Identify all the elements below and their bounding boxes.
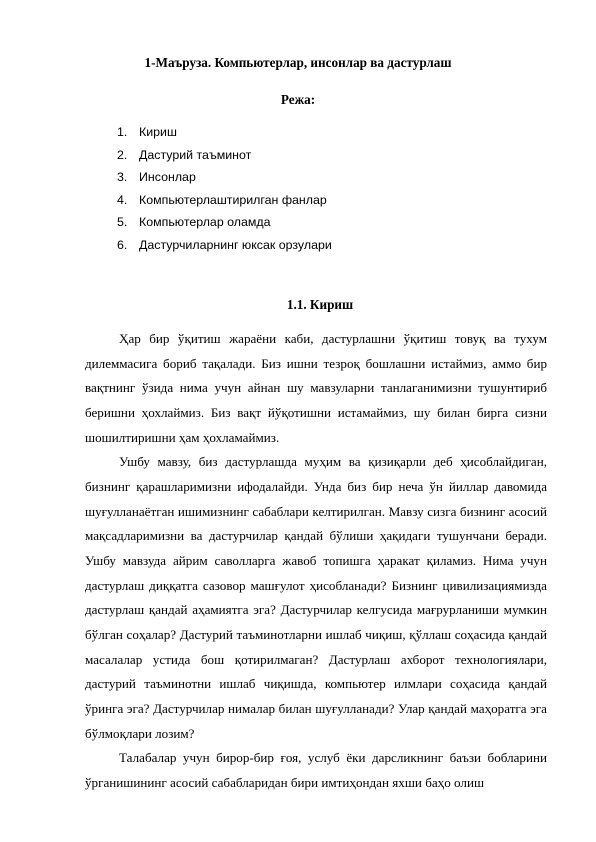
plan-item-label: Кириш bbox=[139, 125, 177, 139]
plan-item-number: 1. bbox=[117, 125, 128, 139]
section-heading: 1.1. Кириш bbox=[286, 297, 354, 312]
plan-item bbox=[117, 166, 332, 189]
plan-item-label: Дастурчиларнинг юксак орзулари bbox=[139, 237, 332, 252]
body-text bbox=[85, 327, 547, 795]
plan-item-label: Дастурий таъминот bbox=[139, 147, 252, 162]
plan-item-number: 2. bbox=[117, 147, 128, 162]
plan-item bbox=[117, 234, 332, 257]
plan-item-number: 6. bbox=[117, 237, 128, 252]
plan-item bbox=[117, 121, 332, 144]
document-title: 1-Маъруза. Компьютерлар, инсонлар ва дастурлаш bbox=[144, 55, 452, 70]
plan-item bbox=[117, 211, 332, 234]
plan-list bbox=[117, 121, 332, 257]
plan-item bbox=[117, 144, 332, 167]
body-paragraph: Ушбу мавзу, биз дастурлашда муҳим ва қизиқарли деб ҳисоблайдиган, бизнинг қарашларимизни ифодалайди. Унда биз бир неча ўн йиллар давомида шуғулланаётган ишимизнинг сабаблари келтирилган. Мавзу сизга бизнинг асосий мақсадларимизни ва дастурчилар қандай бўлиши ҳақидаги тушунчани беради. Ушбу мавзуда айрим саволларга жавоб топишга ҳаракат қиламиз. Нима учун дастурлаш диққатга сазовор машғулот ҳисобланади? Бизнинг цивилизациямизда дастурлаш қандай аҳамиятга эга? Дастурчилар келгусида мағрурланиши мумкин бўлган соҳалар? Дастурий таъминотларни ишлаб чиқиш, қўллаш соҳасида қандай масалалар устида бош қотирилмаган? Дастурлаш ахборот технологиялари, дастурий таъминотни ишлаб чиқишда, компьютер илмлари соҳасида қандай ўринга эга? Дастурчилар нималар билан шуғулланади? Улар қандай маҳоратга эга бўлмоқлари лозим? bbox=[85, 454, 547, 741]
plan-item-number: 4. bbox=[117, 192, 128, 207]
plan-item-number: 5. bbox=[117, 215, 128, 230]
body-paragraph: Ҳар бир ўқитиш жараёни каби, дастурлашни ўқитиш товуқ ва тухум дилеммасига бориб тақалади. Биз ишни тезроқ бошлашни истаймиз, аммо бир вақтнинг ўзида нима учун айнан шу мавзуларни танлаганимизни тушунтириб беришни ҳохлаймиз. Биз вақт йўқотишни истамаймиз, шу билан бирга сизни шошилтиришни ҳам ҳохламаймиз. bbox=[85, 331, 547, 445]
plan-heading: Режа: bbox=[280, 92, 316, 107]
plan-item-label: Инсонлар bbox=[139, 170, 196, 185]
plan-item-number: 3. bbox=[117, 170, 128, 185]
plan-item bbox=[117, 189, 332, 212]
body-paragraph: Талабалар учун бирор-бир ғоя, услуб ёки дарсликнинг баъзи бобларини ўрганишининг асосий сабабларидан бири имтиҳондан яхши баҳо олиш bbox=[85, 750, 547, 790]
plan-item-label: Компьютерлаштирилган фанлар bbox=[139, 192, 327, 207]
plan-item-label: Компьютерлар оламда bbox=[139, 215, 271, 230]
